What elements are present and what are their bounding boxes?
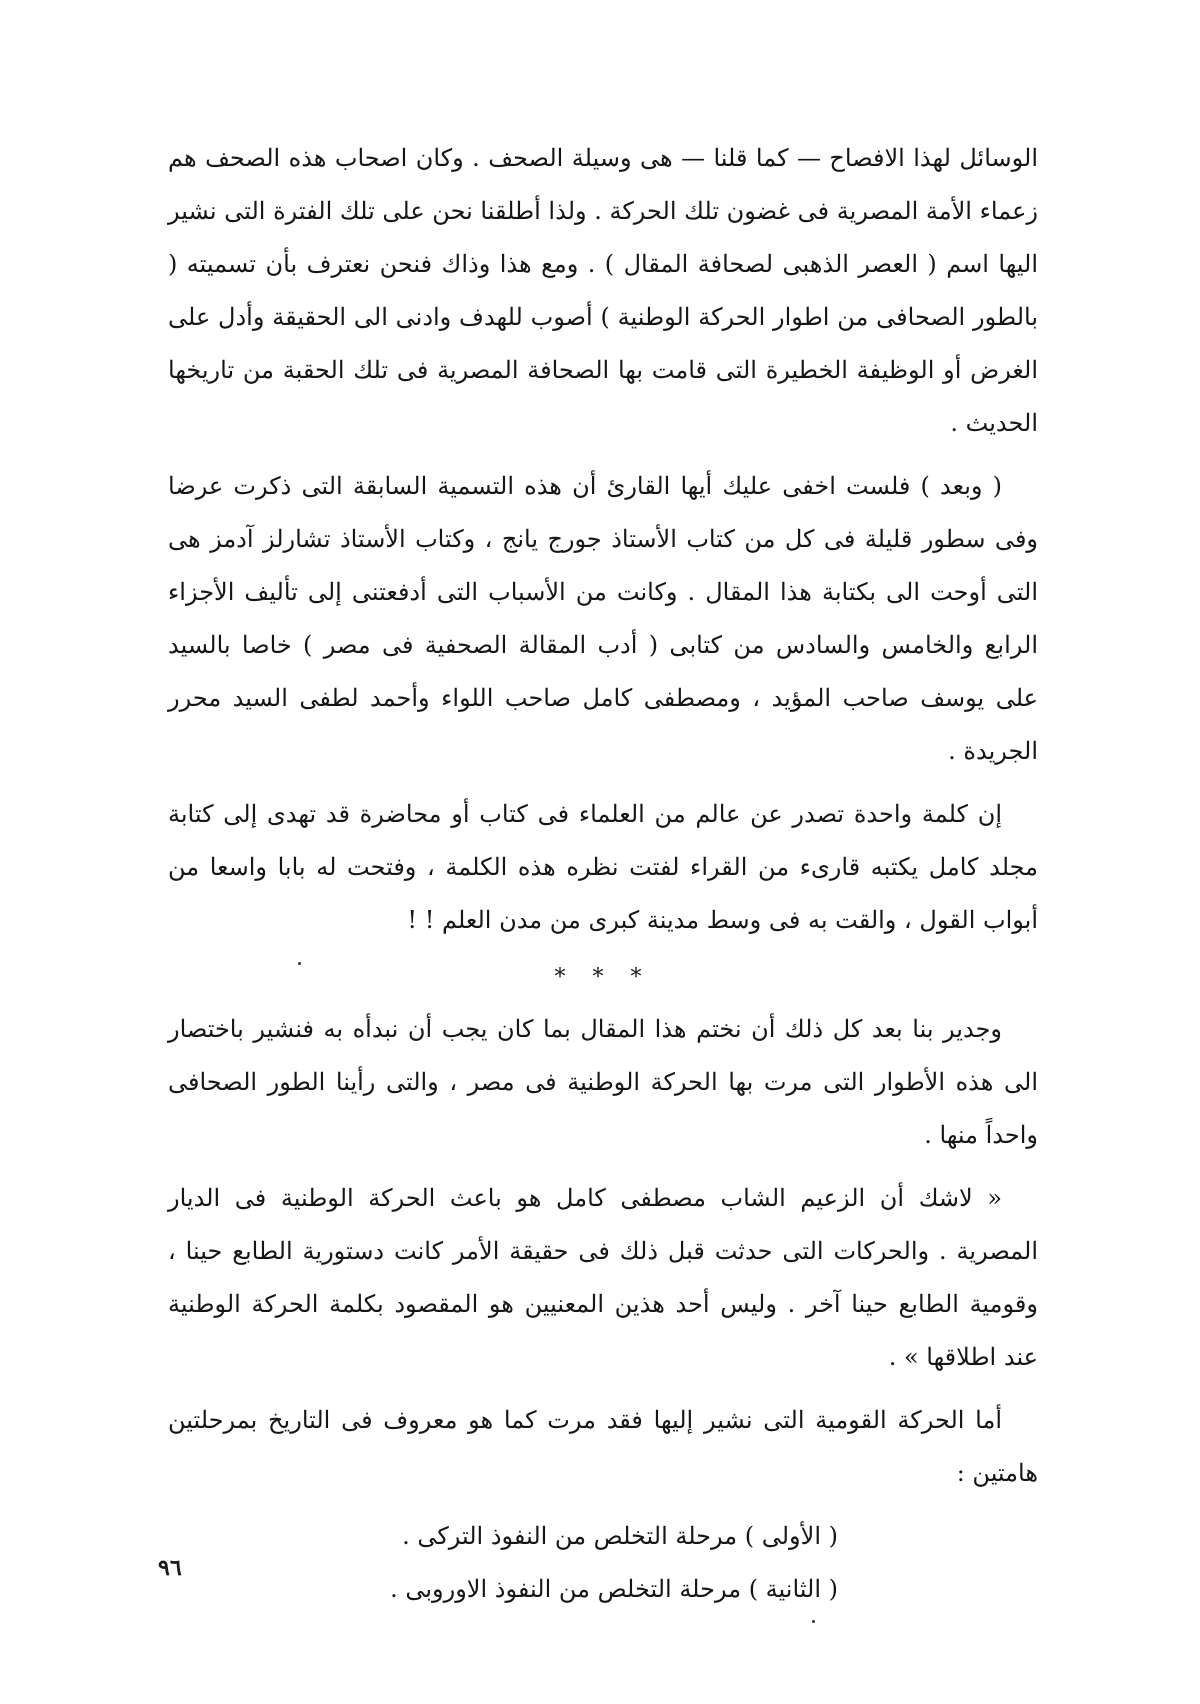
quoted-paragraph: « لاشك أن الزعيم الشاب مصطفى كامل هو باعث الحركة الوطنية فى الديار المصرية . والحركات التى حدثت قبل ذلك فى حقيقة الأمر كانت دستورية الطابع حينا ، وقومية الطابع حينا آخر . وليس أحد هذين المعنيين هو المقصود بكلمة الحركة الوطنية عند اطلاقها » . (168, 1184, 1039, 1371)
scan-speck (298, 962, 301, 965)
paragraph: ( وبعد ) فلست اخفى عليك أيها القارئ أن هذه التسمية السابقة التى ذكرت عرضا وفى سطور قليلة فى كل من كتاب الأستاذ جورج يانج ، وكتاب الأستاذ تشارلز آدمز هى التى أوحت الى بكتابة هذا المقال . وكانت من الأسباب التى أدفعتنى إلى تأليف الأجزاء الرابع والخامس والسادس من كتابى ( أدب المقالة الصحفية فى مصر ) خاصا بالسيد على يوسف صاحب المؤيد ، ومصطفى كامل صاحب اللواء وأحمد لطفى السيد محرر الجريدة . (168, 472, 1038, 765)
list-item: ( الثانية ) مرحلة التخلص من النفوذ الاوروبى . (390, 1575, 838, 1603)
paragraph: إن كلمة واحدة تصدر عن عالم من العلماء فى كتاب أو محاضرة قد تهدى إلى كتابة مجلد كامل يكتبه قارىء من القراء لفتت نظره هذه الكلمة ، وفتحت له بابا واسعا من أبواب القول ، والقت به فى وسط مدينة كبرى من مدن العلم ! ! (168, 800, 1038, 934)
paragraph: أما الحركة القومية التى نشير إليها فقد مرت كما هو معروف فى التاريخ بمرحلتين هامتين : (168, 1406, 1038, 1487)
page-body (168, 132, 1038, 1616)
page-number: ٩٦ (158, 1555, 182, 1581)
scan-speck (812, 1620, 815, 1623)
list-item: ( الأولى ) مرحلة التخلص من النفوذ التركى . (402, 1522, 838, 1550)
paragraph: الوسائل لهذا الافصاح — كما قلنا — هى وسيلة الصحف . وكان اصحاب هذه الصحف هم زعماء الأمة المصرية فى غضون تلك الحركة . ولذا أطلقنا نحن على تلك الفترة التى نشير اليها اسم ( العصر الذهبى لصحافة المقال ) . ومع هذا وذاك فنحن نعترف بأن تسميته ( بالطور الصحافى من اطوار الحركة الوطنية ) أصوب للهدف وادنى الى الحقيقة وأدل على الغرض أو الوظيفة الخطيرة التى قامت بها الصحافة المصرية فى تلك الحقبة من تاريخها الحديث . (168, 144, 1038, 437)
section-separator: * * * (554, 965, 652, 990)
paragraph: وجدير بنا بعد كل ذلك أن نختم هذا المقال بما كان يجب أن نبدأه به فنشير باختصار الى هذه الأطوار التى مرت بها الحركة الوطنية فى مصر ، والتى رأينا الطور الصحافى واحداً منها . (168, 1015, 1038, 1149)
